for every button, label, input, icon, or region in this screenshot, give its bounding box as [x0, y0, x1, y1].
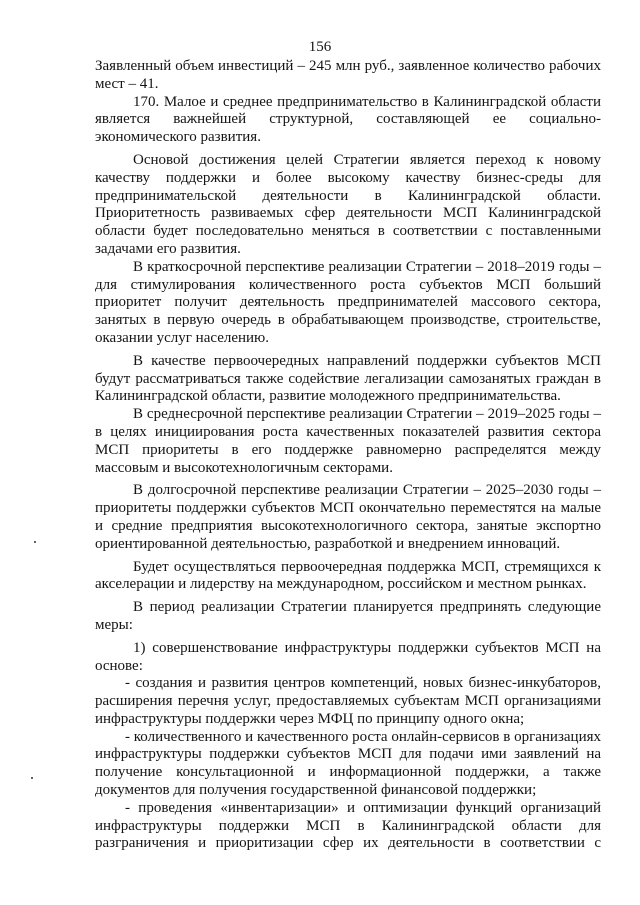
- list-subitem-inventory: - проведения «инвентаризации» и оптимизации функций организаций инфраструктуры поддержки МСП в Калининградской области для разграничения и приоритизации сфер их деятельности в соответствии с: [95, 799, 601, 852]
- paragraph-investment: Заявленный объем инвестиций – 245 млн руб., заявленное количество рабочих мест – 41.: [95, 58, 601, 92]
- document-body: [95, 58, 601, 853]
- list-item-infrastructure: 1) совершенствование инфраструктуры поддержки субъектов МСП на основе:: [95, 639, 601, 674]
- paragraph-strategy-basis: Основой достижения целей Стратегии является переход к новому качеству поддержки и более высокому качеству бизнес-среды для предпринимательской деятельности в Калининградской области. Приоритетность развиваемых сфер деятельности МСП Калининградской области будет последовательно меняться в соответствии с поставленными задачами его развития.: [95, 151, 601, 257]
- paragraph-priority-directions: В качестве первоочередных направлений поддержки субъектов МСП будут рассматриваться также содействие легализации самозанятых граждан в Калининградской области, развитие молодежного предпринимательства.: [95, 352, 601, 405]
- list-subitem-competence-centers: - создания и развития центров компетенций, новых бизнес-инкубаторов, расширения перечня услуг, предоставляемых субъектам МСП организациями инфраструктуры поддержки через МФЦ по принципу одного окна;: [95, 675, 601, 727]
- paragraph-170: 170. Малое и среднее предпринимательство в Калининградской области является важнейшей структурной, составляющей ее социально-экономического развития.: [95, 93, 601, 146]
- scan-speck-1: [34, 541, 36, 543]
- paragraph-measures-intro: В период реализации Стратегии планируется предпринять следующие меры:: [95, 599, 601, 633]
- paragraph-acceleration: Будет осуществляться первоочередная поддержка МСП, стремящихся к акселерации и лидерству на международном, российском и местном рынках.: [95, 558, 601, 593]
- paragraph-long-term: В долгосрочной перспективе реализации Стратегии – 2025–2030 годы – приоритеты поддержки субъектов МСП окончательно переместятся на малые и средние предприятия высокотехнологичного сектора, занятые экспортно ориентированной деятельностью, разработкой и внедрением инноваций.: [95, 482, 601, 552]
- paragraph-mid-term: В среднесрочной перспективе реализации Стратегии – 2019–2025 годы – в целях инициирования роста качественных показателей развития сектора МСП приоритеты в его поддержке равномерно распределятся между массовым и высокотехнологичным секторами.: [95, 406, 601, 476]
- list-subitem-online-services: - количественного и качественного роста онлайн-сервисов в организациях инфраструктуры поддержки субъектов МСП для подачи ими заявлений на получение консультационной и информационной поддержки, а также документов для получения государственной финансовой поддержки;: [95, 728, 601, 799]
- page-number: 156: [308, 39, 332, 55]
- scan-speck-2: [31, 777, 33, 779]
- paragraph-short-term: В краткосрочной перспективе реализации Стратегии – 2018–2019 годы – для стимулирования количественного роста субъектов МСП больший приоритет получит деятельность предпринимателей массового сектора, занятых в первую очередь в обрабатывающем производстве, строительстве, оказании услуг населению.: [95, 258, 601, 346]
